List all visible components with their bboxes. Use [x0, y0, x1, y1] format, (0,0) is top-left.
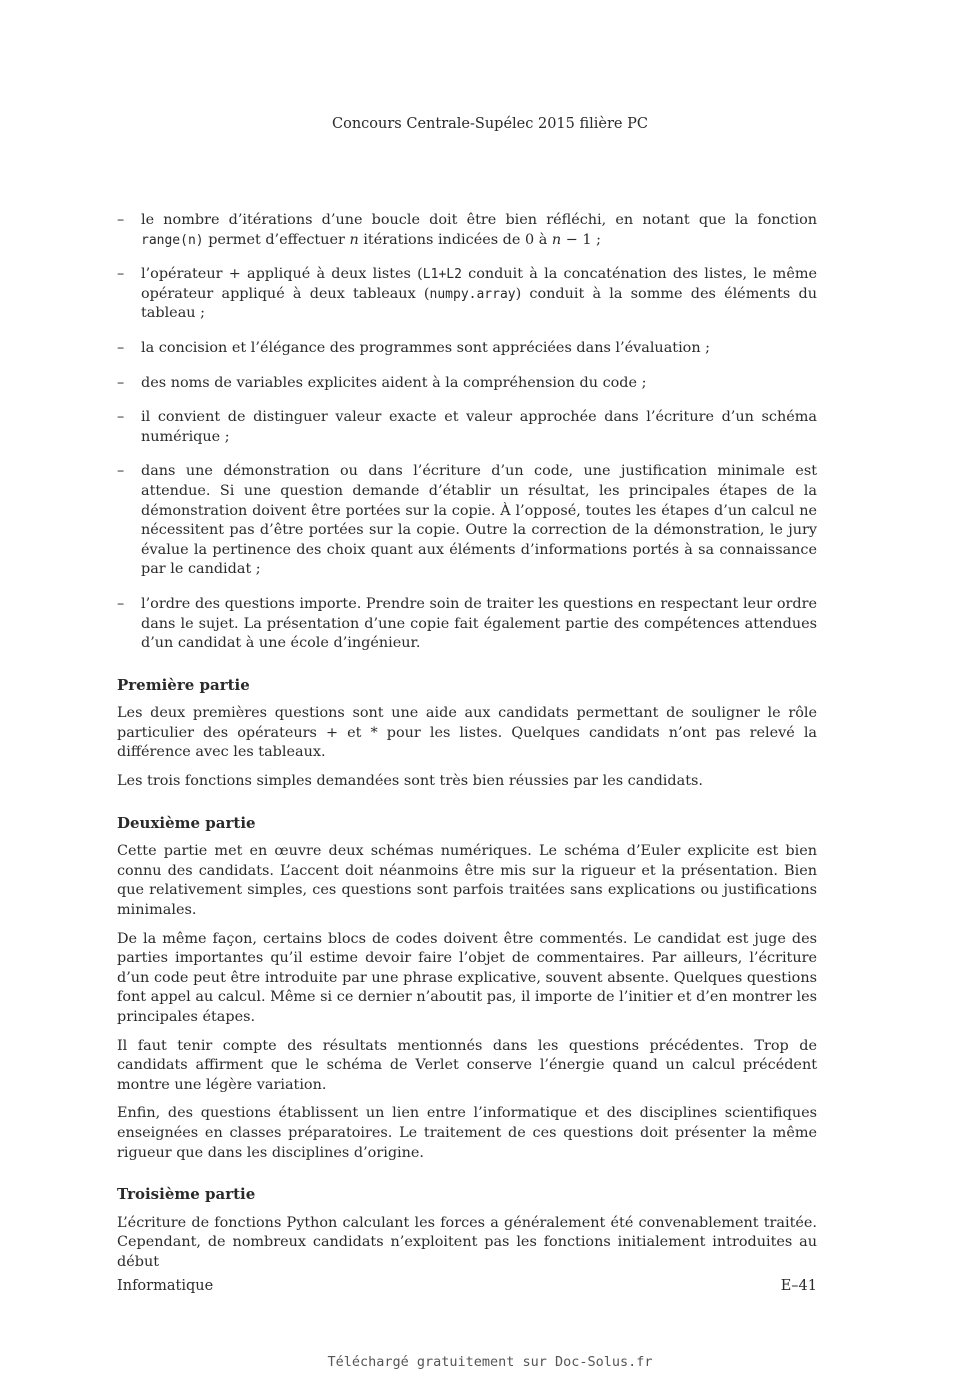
math-variable: n	[349, 231, 359, 248]
dash-marker: –	[117, 463, 125, 480]
paragraph: L’écriture de fonctions Python calculant les forces a généralement été convenablement traitée. Cependant, de nombreux candidats n’exploitent pas les fonctions initialement introduites au début	[117, 1214, 817, 1270]
list-item: – dans une démonstration ou dans l’écriture d’un code, une justification minimale est attendue. Si une question demande d’établir un résultat, les principales étapes de la démonstration doivent être portées sur la copie. À l’opposé, toutes les étapes d’un calcul ne nécessitent pas d’être portées sur la copie. Outre la correction de la démonstration, le jury évalue la pertinence des choix quant aux éléments d’informations portés à sa connaissance par le candidat ;	[117, 463, 817, 578]
paragraph: Les trois fonctions simples demandées sont très bien réussies par les candidats.	[117, 773, 703, 790]
dash-marker: –	[117, 409, 125, 426]
dash-marker: –	[117, 595, 125, 612]
section-heading: Troisième partie	[117, 1185, 256, 1204]
dash-marker: –	[117, 339, 125, 356]
main-content	[117, 211, 817, 1282]
list-item: – le nombre d’itérations d’une boucle doit être bien réfléchi, en notant que la fonction range(n) permet d’effectuer n itérations indicées de 0 à n − 1 ;	[117, 212, 817, 248]
list-item: – des noms de variables explicites aident à la compréhension du code ;	[117, 374, 817, 394]
list-item: – la concision et l’élégance des programmes sont appréciées dans l’évaluation ;	[117, 339, 817, 359]
dash-marker: –	[117, 266, 125, 283]
paragraph: Il faut tenir compte des résultats mentionnés dans les questions précédentes. Trop de candidats affirment que le schéma de Verlet conserve l’énergie quand un calcul précédent montre une légère variation.	[117, 1037, 817, 1093]
list-item: – il convient de distinguer valeur exacte et valeur approchée dans l’écriture d’un schéma numérique ;	[117, 409, 817, 445]
list-item: – l’opérateur + appliqué à deux listes (L1+L2 conduit à la concaténation des listes, le même opérateur appliqué à deux tableaux (numpy.array) conduit à la somme des éléments du tableau ;	[117, 266, 818, 322]
paragraph: Enfin, des questions établissent un lien entre l’informatique et des disciplines scientifiques enseignées en classes préparatoires. Le traitement de ces questions doit présenter la même rigueur que dans les disciplines d’origine.	[117, 1105, 817, 1161]
inline-code: numpy.array	[429, 286, 516, 302]
paragraph: De la même façon, certains blocs de codes doivent être commentés. Le candidat est juge des parties importantes qu’il estime devoir faire l’objet de commentaires. Par ailleurs, l’écriture d’un code peut être introduite par une phrase explicative, souvent absente. Quelques questions font appel au calcul. Même si ce dernier n’aboutit pas, il importe de l’initier et d’en montrer les principales étapes.	[117, 930, 817, 1025]
dash-marker: –	[117, 212, 125, 228]
paragraph: Cette partie met en œuvre deux schémas numériques. Le schéma d’Euler explicite est bien connu des candidats. L’accent doit néanmoins être mis sur la rigueur et la présentation. Bien que relativement simples, ces questions sont parfois traitées sans explications ou justifications minimales.	[117, 843, 817, 919]
footer-subject: Informatique	[117, 1278, 214, 1294]
dash-marker: –	[117, 374, 125, 391]
download-watermark: Téléchargé gratuitement sur Doc-Solus.fr	[327, 1354, 653, 1370]
section-heading: Première partie	[117, 675, 250, 694]
list-item: – l’ordre des questions importe. Prendre soin de traiter les questions en respectant leur ordre dans le sujet. La présentation d’une copie fait également partie des compétences attendues d’un candidat à une école d’ingénieur.	[117, 595, 817, 652]
paragraph: Les deux premières questions sont une aide aux candidats permettant de souligner le rôle particulier des opérateurs + et * pour les listes. Quelques candidats n’ont pas relevé la différence avec les tableaux.	[117, 705, 817, 761]
section-heading: Deuxième partie	[117, 813, 256, 832]
inline-code: range(n)	[141, 232, 204, 248]
page-header: Concours Centrale-Supélec 2015 filière PC	[332, 116, 648, 132]
footer-page-number: E–41	[780, 1278, 817, 1294]
recommendation-list	[117, 211, 817, 654]
math-variable: n	[551, 231, 562, 248]
inline-code: L1+L2	[422, 267, 462, 283]
